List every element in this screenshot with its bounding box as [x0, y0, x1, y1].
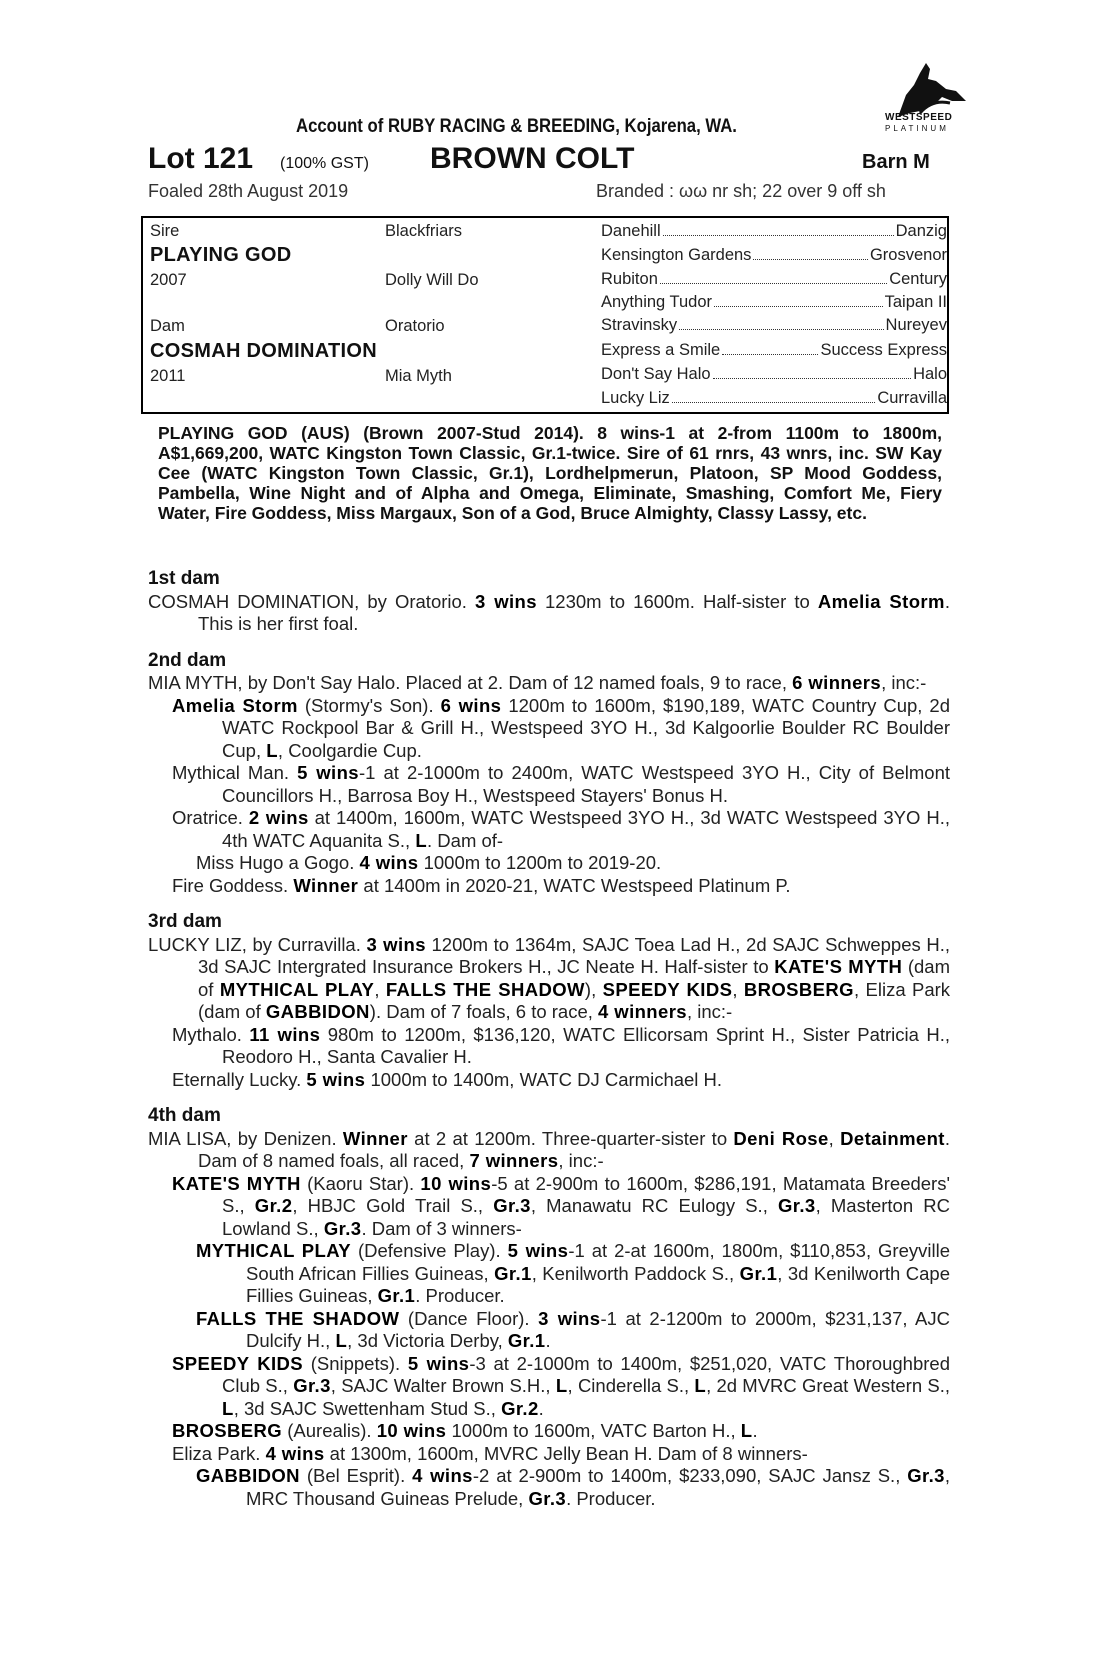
- bold-text: 5 wins: [306, 1068, 366, 1090]
- dam-heading-1: 1st dam: [148, 568, 220, 589]
- progeny-entry: Oratrice. 2 wins at 1400m, 1600m, WATC Westspeed 3YO H., 3d WATC Westspeed 3YO H., 4th WATC Aquanita S., L. Dam of-: [172, 807, 951, 851]
- progeny-entry: FALLS THE SHADOW (Dance Floor). 3 wins-1 at 2-1200m to 2000m, $231,137, AJC Dulcify H., L, 3d Victoria Derby, Gr.1.: [196, 1307, 950, 1351]
- bold-text: MYTHICAL PLAY: [219, 978, 375, 1000]
- bold-text: Gr.3: [528, 1487, 567, 1509]
- dam-dam: Mia Myth: [385, 367, 452, 385]
- foaled-date: Foaled 28th August 2019: [148, 181, 349, 201]
- grandparent-row: [601, 341, 947, 360]
- progeny-entry: GABBIDON (Bel Esprit). 4 wins-2 at 2-900m to 1400m, $233,090, SAJC Jansz S., Gr.3, MRC Thousand Guineas Prelude, Gr.3. Producer.: [196, 1465, 950, 1509]
- bold-text: 10 wins: [376, 1420, 447, 1441]
- progeny-entry: SPEEDY KIDS (Snippets). 5 wins-3 at 2-1000m to 1400m, $251,020, VATC Thoroughbred Club S., Gr.3, SAJC Walter Brown S.H., L, Cinderella S., L, 2d MVRC Great Western S., L, 3d SAJC Swettenham Stud S., Gr.2.: [172, 1352, 950, 1419]
- gst-note: (100% GST): [280, 155, 369, 172]
- ancestor-left: Don't Say Halo: [601, 365, 711, 383]
- progeny-entry: Eliza Park. 4 wins at 1300m, 1600m, MVRC Jelly Bean H. Dam of 8 winners-: [172, 1442, 808, 1464]
- ancestor-right: Success Express: [820, 341, 947, 359]
- family-details: [148, 568, 950, 1510]
- progeny-entry: BROSBERG (Aurealis). 10 wins 1000m to 1600m, VATC Barton H., L.: [172, 1420, 758, 1441]
- ancestor-right: Grosvenor: [869, 246, 947, 264]
- ancestor-left: Stravinsky: [601, 316, 678, 334]
- bold-text: BROSBERG: [172, 1420, 283, 1441]
- bold-text: Gr.1: [507, 1330, 546, 1351]
- bold-text: KATE'S MYTH: [774, 956, 903, 977]
- bold-text: 6 winners: [792, 672, 882, 693]
- dam-heading-4: 4th dam: [148, 1105, 221, 1126]
- ancestor-left: Express a Smile: [601, 341, 721, 359]
- bold-text: Deni Rose: [733, 1127, 829, 1149]
- bold-text: Winner: [293, 874, 359, 896]
- bold-text: L: [222, 1397, 234, 1419]
- bold-text: BROSBERG: [743, 978, 854, 1000]
- bold-text: 3 wins: [538, 1307, 601, 1329]
- grandparent-row: [601, 365, 947, 384]
- bold-text: L: [415, 829, 428, 851]
- bold-text: KATE'S MYTH: [172, 1172, 301, 1194]
- bold-text: L: [335, 1330, 348, 1351]
- bold-text: Gr.3: [323, 1217, 362, 1239]
- bold-text: GABBIDON: [265, 1001, 370, 1022]
- ancestor-right: Curravilla: [877, 389, 947, 407]
- bold-text: Gr.1: [377, 1285, 416, 1306]
- progeny-entry: KATE'S MYTH (Kaoru Star). 10 wins-5 at 2-900m to 1600m, $286,191, Matamata Breeders' S., Gr.2, HBJC Gold Trail S., Gr.3, Manawatu RC Eulogy S., Gr.3, Masterton RC Lowland S., Gr.3. Dam of 3 winners-: [172, 1172, 951, 1239]
- ancestor-left: Rubiton: [601, 270, 658, 288]
- progeny-entry: Eternally Lucky. 5 wins 1000m to 1400m, WATC DJ Carmichael H.: [172, 1068, 723, 1090]
- bold-text: 5 wins: [507, 1240, 569, 1261]
- dam-progeny-2: [148, 695, 950, 898]
- bold-text: 5 wins: [407, 1352, 470, 1374]
- dam-sire: Oratorio: [385, 317, 445, 335]
- dam-text-1: COSMAH DOMINATION, by Oratorio. 3 wins 1230m to 1600m. Half-sister to Amelia Storm. This is her first foal.: [148, 590, 950, 634]
- ancestor-right: Taipan II: [884, 293, 947, 311]
- sire-sire: Blackfriars: [385, 222, 463, 240]
- bold-text: Gr.1: [494, 1262, 532, 1284]
- dam-name: COSMAH DOMINATION: [150, 340, 377, 362]
- bold-text: 6 wins: [440, 694, 502, 716]
- sire-label: Sire: [150, 222, 180, 240]
- westspeed-logo: [880, 55, 970, 135]
- dam-text-3: LUCKY LIZ, by Curravilla. 3 wins 1200m to 1364m, SAJC Toea Lad H., 2d SAJC Schweppes H., 3d SAJC Intergrated Insurance Brokers H., JC Neate H. Half-sister to KATE'S MYTH (dam of MYTHICAL PLAY, FALLS THE SHADOW), SPEEDY KIDS, BROSBERG, Eliza Park (dam of GABBIDON). Dam of 7 foals, 6 to race, 4 winners, inc:-: [148, 933, 951, 1022]
- bold-text: Gr.3: [777, 1195, 816, 1216]
- grandparent-row: [601, 246, 947, 265]
- grandparent-row: [601, 270, 947, 289]
- bold-text: Gr.3: [293, 1375, 331, 1396]
- logo-text-platinum: PLATINUM: [885, 124, 949, 133]
- progeny-entry: Mythalo. 11 wins 980m to 1200m, $136,120, WATC Ellicorsam Sprint H., Sister Patricia H., Reodoro H., Santa Cavalier H.: [172, 1023, 950, 1067]
- ancestor-left: Kensington Gardens: [601, 246, 752, 264]
- lot-number: Lot 121: [148, 142, 254, 175]
- bold-text: 2 wins: [248, 807, 309, 828]
- bold-text: L: [555, 1375, 568, 1396]
- bold-text: L: [266, 739, 278, 761]
- bold-text: 4 wins: [265, 1442, 325, 1464]
- sire-year: 2007: [150, 271, 187, 289]
- ancestor-left: Anything Tudor: [601, 293, 712, 311]
- ancestor-left: Lucky Liz: [601, 389, 670, 407]
- bold-text: Amelia Storm: [817, 590, 945, 612]
- branded-text: Branded : ωω nr sh; 22 over 9 off sh: [596, 181, 886, 201]
- dam-year: 2011: [150, 367, 186, 385]
- grandparent-row: [601, 293, 947, 312]
- dam-progeny-4: [148, 1173, 950, 1511]
- bold-text: FALLS THE SHADOW: [196, 1307, 400, 1329]
- bold-text: 5 wins: [297, 762, 359, 783]
- vendor-account: Account of RUBY RACING & BREEDING, Kojarena, WA.: [296, 116, 737, 137]
- bold-text: Gr.3: [493, 1195, 531, 1216]
- progeny-entry: Amelia Storm (Stormy's Son). 6 wins 1200m to 1600m, $190,189, WATC Country Cup, 2d WATC Rockpool Bar & Grill H., Westspeed 3YO H., 3d Kalgoorlie Boulder RC Boulder Cup, L, Coolgardie Cup.: [172, 694, 950, 761]
- bold-text: L: [694, 1375, 707, 1396]
- bold-text: 4 wins: [412, 1465, 473, 1486]
- ancestor-right: Century: [889, 270, 947, 288]
- bold-text: Winner: [342, 1127, 408, 1149]
- bold-text: 7 winners: [469, 1150, 559, 1171]
- dam-progeny-3: [148, 1024, 950, 1092]
- grandparent-row: [601, 389, 947, 408]
- logo-text-westspeed: WESTSPEED: [885, 112, 953, 123]
- bold-text: 4 winners: [598, 1001, 687, 1022]
- ancestor-right: Halo: [913, 365, 947, 383]
- bold-text: SPEEDY KIDS: [172, 1352, 304, 1374]
- barn-label: Barn M: [862, 151, 930, 173]
- bold-text: Detainment: [840, 1127, 945, 1149]
- sire-summary: PLAYING GOD (AUS) (Brown 2007-Stud 2014). 8 wins-1 at 2-from 1100m to 1800m, A$1,669,200, WATC Kingston Town Classic, Gr.1-twice. Sire of 61 rnrs, 43 wnrs, inc. SW Kay Cee (WATC Kingston Town Classic, Gr.1), Lordhelpmerun, Platoon, SP Mood Goddess, Pambella, Wine Night and of Alpha and Omega, Eliminate, Smashing, Comfort Me, Fiery Water, Fire Goddess, Miss Margaux, Son of a God, Bruce Almighty, Classy Lassy, etc.: [158, 423, 942, 523]
- bold-text: 10 wins: [420, 1172, 492, 1194]
- progeny-entry: Fire Goddess. Winner at 1400m in 2020-21, WATC Westspeed Platinum P.: [172, 874, 791, 896]
- bold-text: FALLS THE SHADOW: [385, 978, 585, 1000]
- colour-sex: BROWN COLT: [430, 142, 635, 175]
- grandparent-row: [601, 316, 947, 335]
- bold-text: 4 wins: [359, 852, 419, 873]
- bold-text: SPEEDY KIDS: [602, 978, 733, 1000]
- bold-text: Gr.2: [254, 1195, 293, 1216]
- progeny-entry: Mythical Man. 5 wins-1 at 2-1000m to 2400m, WATC Westspeed 3YO H., City of Belmont Councillors H., Barrosa Boy H., Westspeed Stayers' Bonus H.: [172, 762, 951, 806]
- bold-text: MYTHICAL PLAY: [196, 1240, 352, 1261]
- dam-heading-3: 3rd dam: [148, 911, 222, 932]
- ancestor-left: Danehill: [601, 222, 661, 240]
- bold-text: 3 wins: [366, 933, 426, 955]
- sire-name: PLAYING GOD: [150, 244, 292, 266]
- bold-text: Gr.2: [501, 1397, 539, 1419]
- progeny-entry: MYTHICAL PLAY (Defensive Play). 5 wins-1 at 2-at 1600m, 1800m, $110,853, Greyville South African Fillies Guineas, Gr.1, Kenilworth Paddock S., Gr.1, 3d Kenilworth Cape Fillies Guineas, Gr.1. Producer.: [196, 1240, 950, 1306]
- grandparent-row: [601, 222, 947, 241]
- dam-label: Dam: [150, 317, 185, 335]
- ancestor-right: Nureyev: [885, 316, 947, 334]
- bold-text: 11 wins: [249, 1023, 321, 1045]
- bold-text: Gr.1: [739, 1262, 778, 1284]
- dam-text-2: MIA MYTH, by Don't Say Halo. Placed at 2. Dam of 12 named foals, 9 to race, 6 winners, inc:-: [148, 672, 927, 693]
- bold-text: Amelia Storm: [172, 694, 298, 716]
- dam-text-4: MIA LISA, by Denizen. Winner at 2 at 1200m. Three-quarter-sister to Deni Rose, Detainment. Dam of 8 named foals, all raced, 7 winners, inc:-: [148, 1127, 951, 1171]
- bold-text: 3 wins: [475, 590, 537, 612]
- dam-heading-2: 2nd dam: [148, 649, 227, 671]
- bold-text: GABBIDON: [196, 1465, 300, 1486]
- progeny-entry: Miss Hugo a Gogo. 4 wins 1000m to 1200m to 2019-20.: [196, 852, 662, 873]
- bold-text: Gr.3: [907, 1465, 945, 1486]
- bold-text: L: [740, 1420, 753, 1441]
- sire-dam: Dolly Will Do: [385, 271, 479, 289]
- ancestor-right: Danzig: [895, 222, 947, 240]
